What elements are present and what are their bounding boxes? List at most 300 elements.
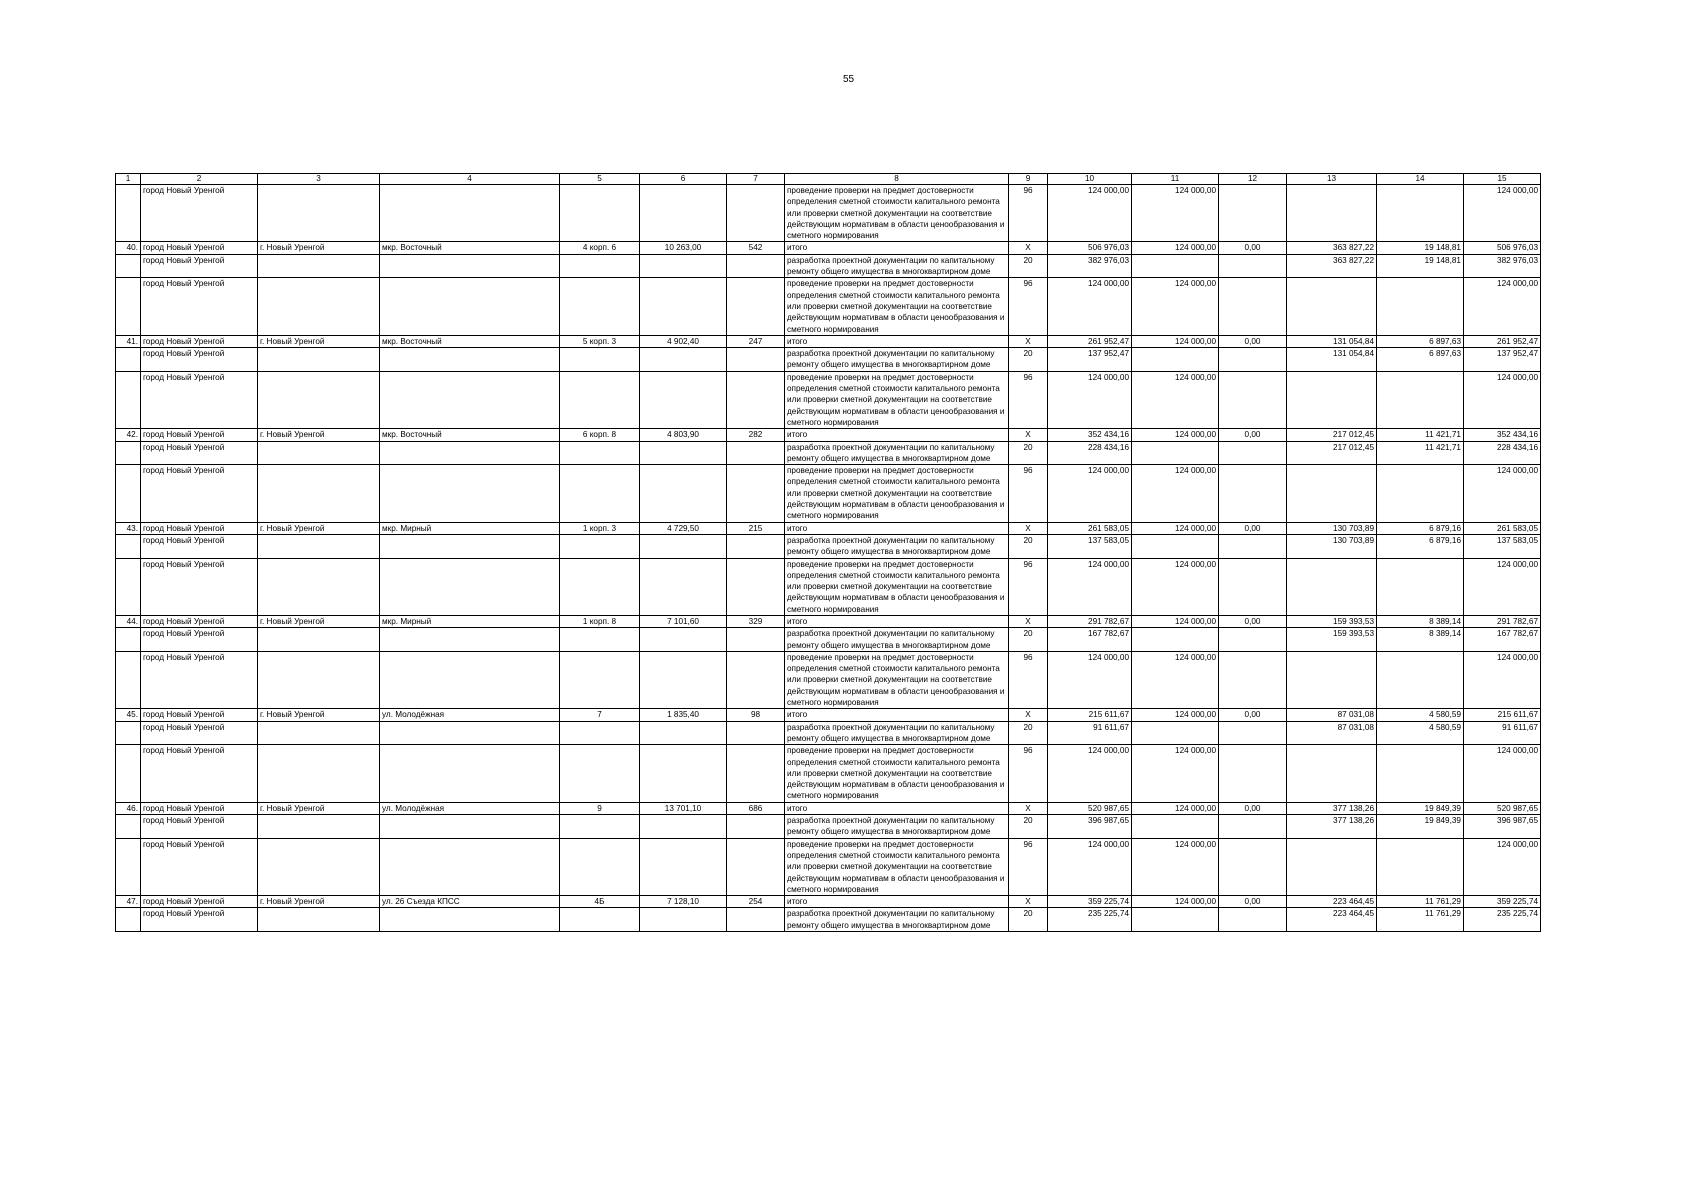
cell-col-9: 20 <box>1009 908 1048 932</box>
table-row <box>116 185 1541 242</box>
cell-col-1 <box>116 278 141 335</box>
cell-col-12 <box>1219 278 1287 335</box>
cell-col-12: 0,00 <box>1219 896 1287 908</box>
cell-col-4 <box>380 465 560 522</box>
cell-col-1: 40. <box>116 242 141 254</box>
cell-col-11: 124 000,00 <box>1132 615 1219 627</box>
cell-col-3: г. Новый Уренгой <box>258 242 380 254</box>
cell-col-9: 96 <box>1009 838 1048 895</box>
cell-col-15: 506 976,03 <box>1464 242 1541 254</box>
cell-col-12: 0,00 <box>1219 335 1287 347</box>
cell-col-11: 124 000,00 <box>1132 185 1219 242</box>
cell-col-11 <box>1132 721 1219 745</box>
cell-col-4: мкр. Восточный <box>380 335 560 347</box>
cell-col-1 <box>116 721 141 745</box>
cell-col-7 <box>727 651 785 708</box>
cell-col-2: город Новый Уренгой <box>141 429 258 441</box>
cell-col-2: город Новый Уренгой <box>141 522 258 534</box>
cell-col-13 <box>1287 278 1377 335</box>
cell-col-3 <box>258 628 380 652</box>
cell-col-15: 520 987,65 <box>1464 802 1541 814</box>
column-number-12: 12 <box>1219 174 1287 185</box>
cell-col-10: 124 000,00 <box>1048 558 1132 615</box>
cell-col-13: 217 012,45 <box>1287 429 1377 441</box>
cell-col-14 <box>1377 558 1464 615</box>
cell-col-5: 5 корп. 3 <box>560 335 640 347</box>
cell-col-5: 4 корп. 6 <box>560 242 640 254</box>
cell-col-12: 0,00 <box>1219 709 1287 721</box>
cell-col-6 <box>640 721 727 745</box>
column-number-1: 1 <box>116 174 141 185</box>
cell-col-10: 124 000,00 <box>1048 278 1132 335</box>
cell-col-2: город Новый Уренгой <box>141 896 258 908</box>
cell-col-2: город Новый Уренгой <box>141 185 258 242</box>
table-body <box>116 174 1541 932</box>
cell-col-2: город Новый Уренгой <box>141 254 258 278</box>
column-number-15: 15 <box>1464 174 1541 185</box>
cell-col-1 <box>116 838 141 895</box>
cell-col-6: 4 902,40 <box>640 335 727 347</box>
cell-col-3: г. Новый Уренгой <box>258 429 380 441</box>
cell-col-12 <box>1219 651 1287 708</box>
cell-col-6 <box>640 558 727 615</box>
cell-col-13 <box>1287 371 1377 428</box>
cell-col-6 <box>640 254 727 278</box>
cell-col-13 <box>1287 651 1377 708</box>
cell-col-3 <box>258 371 380 428</box>
cell-col-5 <box>560 465 640 522</box>
cell-col-14 <box>1377 278 1464 335</box>
cell-col-11: 124 000,00 <box>1132 838 1219 895</box>
cell-col-8: проведение проверки на предмет достоверности определения сметной стоимости капитального ремонта или проверки сметной документации на соответствие действующим нормативам в области ценообразования и сметного нормирования <box>785 465 1009 522</box>
cell-col-14 <box>1377 465 1464 522</box>
cell-col-12: 0,00 <box>1219 242 1287 254</box>
cell-col-15: 382 976,03 <box>1464 254 1541 278</box>
cell-col-13: 363 827,22 <box>1287 242 1377 254</box>
cell-col-7: 215 <box>727 522 785 534</box>
cell-col-7: 329 <box>727 615 785 627</box>
cell-col-14: 19 148,81 <box>1377 254 1464 278</box>
cell-col-5 <box>560 254 640 278</box>
cell-col-13: 217 012,45 <box>1287 441 1377 465</box>
cell-col-4: мкр. Восточный <box>380 429 560 441</box>
cell-col-6 <box>640 348 727 372</box>
cell-col-2: город Новый Уренгой <box>141 628 258 652</box>
cell-col-8: проведение проверки на предмет достоверности определения сметной стоимости капитального ремонта или проверки сметной документации на соответствие действующим нормативам в области ценообразования и сметного нормирования <box>785 371 1009 428</box>
cell-col-9: 20 <box>1009 254 1048 278</box>
cell-col-3 <box>258 465 380 522</box>
cell-col-4 <box>380 721 560 745</box>
cell-col-12 <box>1219 558 1287 615</box>
cell-col-14: 8 389,14 <box>1377 615 1464 627</box>
cell-col-11 <box>1132 908 1219 932</box>
table-row <box>116 815 1541 839</box>
cell-col-11 <box>1132 815 1219 839</box>
cell-col-2: город Новый Уренгой <box>141 721 258 745</box>
cell-col-9: 20 <box>1009 534 1048 558</box>
cell-col-1 <box>116 745 141 802</box>
cell-col-12: 0,00 <box>1219 615 1287 627</box>
cell-col-2: город Новый Уренгой <box>141 465 258 522</box>
cell-col-4: ул. Молодёжная <box>380 802 560 814</box>
cell-col-4 <box>380 651 560 708</box>
cell-col-11 <box>1132 534 1219 558</box>
column-number-row <box>116 174 1541 185</box>
cell-col-3: г. Новый Уренгой <box>258 522 380 534</box>
cell-col-1 <box>116 371 141 428</box>
cell-col-15: 235 225,74 <box>1464 908 1541 932</box>
cell-col-5: 1 корп. 8 <box>560 615 640 627</box>
cell-col-8: разработка проектной документации по капитальному ремонту общего имущества в многоквартирном доме <box>785 441 1009 465</box>
column-number-13: 13 <box>1287 174 1377 185</box>
cell-col-4 <box>380 278 560 335</box>
cell-col-6 <box>640 278 727 335</box>
cell-col-8: проведение проверки на предмет достоверности определения сметной стоимости капитального ремонта или проверки сметной документации на соответствие действующим нормативам в области ценообразования и сметного нормирования <box>785 745 1009 802</box>
cell-col-8: разработка проектной документации по капитальному ремонту общего имущества в многоквартирном доме <box>785 254 1009 278</box>
cell-col-8: итого <box>785 896 1009 908</box>
cell-col-13: 87 031,08 <box>1287 709 1377 721</box>
cell-col-5 <box>560 908 640 932</box>
cell-col-2: город Новый Уренгой <box>141 815 258 839</box>
cell-col-12 <box>1219 348 1287 372</box>
cell-col-8: разработка проектной документации по капитальному ремонту общего имущества в многоквартирном доме <box>785 348 1009 372</box>
cell-col-3 <box>258 534 380 558</box>
cell-col-6 <box>640 745 727 802</box>
cell-col-4 <box>380 371 560 428</box>
cell-col-7 <box>727 441 785 465</box>
cell-col-9: 20 <box>1009 348 1048 372</box>
cell-col-1 <box>116 441 141 465</box>
cell-col-9: Х <box>1009 615 1048 627</box>
cell-col-6 <box>640 185 727 242</box>
cell-col-9: Х <box>1009 522 1048 534</box>
cell-col-10: 124 000,00 <box>1048 371 1132 428</box>
cell-col-6: 7 128,10 <box>640 896 727 908</box>
cell-col-1: 43. <box>116 522 141 534</box>
column-number-5: 5 <box>560 174 640 185</box>
cell-col-14: 6 879,16 <box>1377 522 1464 534</box>
cell-col-2: город Новый Уренгой <box>141 441 258 465</box>
cell-col-11 <box>1132 348 1219 372</box>
cell-col-12 <box>1219 745 1287 802</box>
cell-col-2: город Новый Уренгой <box>141 908 258 932</box>
cell-col-8: разработка проектной документации по капитальному ремонту общего имущества в многоквартирном доме <box>785 721 1009 745</box>
cell-col-5 <box>560 371 640 428</box>
cell-col-13: 130 703,89 <box>1287 534 1377 558</box>
cell-col-10: 215 611,67 <box>1048 709 1132 721</box>
cell-col-14: 4 580,59 <box>1377 721 1464 745</box>
cell-col-12: 0,00 <box>1219 429 1287 441</box>
cell-col-9: Х <box>1009 242 1048 254</box>
table-row <box>116 465 1541 522</box>
table-row <box>116 908 1541 932</box>
table-row <box>116 838 1541 895</box>
cell-col-13: 159 393,53 <box>1287 628 1377 652</box>
cell-col-7 <box>727 465 785 522</box>
cell-col-2: город Новый Уренгой <box>141 335 258 347</box>
cell-col-3 <box>258 348 380 372</box>
cell-col-15: 124 000,00 <box>1464 185 1541 242</box>
cell-col-9: 20 <box>1009 721 1048 745</box>
cell-col-4: мкр. Восточный <box>380 242 560 254</box>
cell-col-8: итого <box>785 335 1009 347</box>
cell-col-1: 47. <box>116 896 141 908</box>
cell-col-4 <box>380 348 560 372</box>
cell-col-3 <box>258 651 380 708</box>
cell-col-8: разработка проектной документации по капитальному ремонту общего имущества в многоквартирном доме <box>785 908 1009 932</box>
cell-col-3 <box>258 185 380 242</box>
cell-col-1 <box>116 465 141 522</box>
cell-col-10: 359 225,74 <box>1048 896 1132 908</box>
cell-col-13 <box>1287 838 1377 895</box>
cell-col-4 <box>380 745 560 802</box>
cell-col-13 <box>1287 185 1377 242</box>
cell-col-14: 11 421,71 <box>1377 429 1464 441</box>
table-row <box>116 651 1541 708</box>
cell-col-8: проведение проверки на предмет достоверности определения сметной стоимости капитального ремонта или проверки сметной документации на соответствие действующим нормативам в области ценообразования и сметного нормирования <box>785 838 1009 895</box>
cell-col-9: Х <box>1009 335 1048 347</box>
cell-col-4 <box>380 558 560 615</box>
cell-col-9: 96 <box>1009 185 1048 242</box>
cell-col-4 <box>380 185 560 242</box>
cell-col-12 <box>1219 815 1287 839</box>
cell-col-5 <box>560 815 640 839</box>
cell-col-6 <box>640 371 727 428</box>
cell-col-10: 382 976,03 <box>1048 254 1132 278</box>
cell-col-2: город Новый Уренгой <box>141 838 258 895</box>
cell-col-5: 6 корп. 8 <box>560 429 640 441</box>
cell-col-7: 254 <box>727 896 785 908</box>
cell-col-11 <box>1132 441 1219 465</box>
cell-col-10: 261 952,47 <box>1048 335 1132 347</box>
cell-col-9: Х <box>1009 896 1048 908</box>
cell-col-1: 45. <box>116 709 141 721</box>
cell-col-1: 42. <box>116 429 141 441</box>
cell-col-8: проведение проверки на предмет достоверности определения сметной стоимости капитального ремонта или проверки сметной документации на соответствие действующим нормативам в области ценообразования и сметного нормирования <box>785 185 1009 242</box>
cell-col-6 <box>640 534 727 558</box>
cell-col-8: итого <box>785 429 1009 441</box>
page-number: 55 <box>842 74 855 85</box>
cell-col-9: 96 <box>1009 278 1048 335</box>
cell-col-7 <box>727 745 785 802</box>
cell-col-3: г. Новый Уренгой <box>258 896 380 908</box>
cell-col-13: 131 054,84 <box>1287 335 1377 347</box>
cell-col-11: 124 000,00 <box>1132 465 1219 522</box>
cell-col-15: 359 225,74 <box>1464 896 1541 908</box>
cell-col-11: 124 000,00 <box>1132 802 1219 814</box>
cell-col-5 <box>560 348 640 372</box>
cell-col-14: 11 421,71 <box>1377 441 1464 465</box>
cell-col-3 <box>258 908 380 932</box>
cell-col-13: 87 031,08 <box>1287 721 1377 745</box>
cell-col-11: 124 000,00 <box>1132 558 1219 615</box>
cell-col-7 <box>727 185 785 242</box>
cell-col-6 <box>640 628 727 652</box>
cell-col-15: 91 611,67 <box>1464 721 1541 745</box>
cell-col-5 <box>560 441 640 465</box>
cell-col-7 <box>727 628 785 652</box>
cell-col-12 <box>1219 721 1287 745</box>
cell-col-6 <box>640 908 727 932</box>
table-row <box>116 534 1541 558</box>
cell-col-4 <box>380 815 560 839</box>
cell-col-1: 41. <box>116 335 141 347</box>
cell-col-7 <box>727 534 785 558</box>
cell-col-15: 124 000,00 <box>1464 838 1541 895</box>
cell-col-2: город Новый Уренгой <box>141 371 258 428</box>
cell-col-15: 215 611,67 <box>1464 709 1541 721</box>
cell-col-3 <box>258 441 380 465</box>
cell-col-14 <box>1377 838 1464 895</box>
cell-col-15: 124 000,00 <box>1464 558 1541 615</box>
cell-col-4: ул. Молодёжная <box>380 709 560 721</box>
cell-col-14: 19 849,39 <box>1377 802 1464 814</box>
cell-col-6 <box>640 651 727 708</box>
cell-col-12: 0,00 <box>1219 522 1287 534</box>
cell-col-15: 124 000,00 <box>1464 651 1541 708</box>
cell-col-9: 20 <box>1009 441 1048 465</box>
cell-col-3: г. Новый Уренгой <box>258 709 380 721</box>
cell-col-14: 4 580,59 <box>1377 709 1464 721</box>
cell-col-9: Х <box>1009 429 1048 441</box>
cell-col-1 <box>116 908 141 932</box>
cell-col-11: 124 000,00 <box>1132 651 1219 708</box>
cell-col-8: проведение проверки на предмет достоверности определения сметной стоимости капитального ремонта или проверки сметной документации на соответствие действующим нормативам в области ценообразования и сметного нормирования <box>785 278 1009 335</box>
cell-col-10: 352 434,16 <box>1048 429 1132 441</box>
cell-col-15: 167 782,67 <box>1464 628 1541 652</box>
cell-col-1 <box>116 348 141 372</box>
cell-col-15: 124 000,00 <box>1464 745 1541 802</box>
cell-col-5 <box>560 628 640 652</box>
cell-col-6: 10 263,00 <box>640 242 727 254</box>
cell-col-7 <box>727 254 785 278</box>
cell-col-2: город Новый Уренгой <box>141 348 258 372</box>
cell-col-4 <box>380 441 560 465</box>
cell-col-5: 7 <box>560 709 640 721</box>
cell-col-3: г. Новый Уренгой <box>258 335 380 347</box>
cell-col-2: город Новый Уренгой <box>141 709 258 721</box>
cell-col-15: 124 000,00 <box>1464 371 1541 428</box>
cell-col-1 <box>116 185 141 242</box>
cell-col-9: 20 <box>1009 628 1048 652</box>
cell-col-6 <box>640 441 727 465</box>
cell-col-1: 44. <box>116 615 141 627</box>
cell-col-13: 363 827,22 <box>1287 254 1377 278</box>
cell-col-15: 137 583,05 <box>1464 534 1541 558</box>
cell-col-12 <box>1219 371 1287 428</box>
cell-col-5: 1 корп. 3 <box>560 522 640 534</box>
cell-col-13: 131 054,84 <box>1287 348 1377 372</box>
cell-col-4 <box>380 534 560 558</box>
cell-col-7: 282 <box>727 429 785 441</box>
cell-col-10: 235 225,74 <box>1048 908 1132 932</box>
cell-col-15: 228 434,16 <box>1464 441 1541 465</box>
table-row <box>116 745 1541 802</box>
cell-col-14 <box>1377 651 1464 708</box>
cell-col-15: 124 000,00 <box>1464 465 1541 522</box>
table-row <box>116 371 1541 428</box>
cell-col-14 <box>1377 185 1464 242</box>
column-number-14: 14 <box>1377 174 1464 185</box>
cell-col-7 <box>727 721 785 745</box>
cell-col-15: 291 782,67 <box>1464 615 1541 627</box>
column-number-7: 7 <box>727 174 785 185</box>
cell-col-10: 396 987,65 <box>1048 815 1132 839</box>
cell-col-7 <box>727 815 785 839</box>
cell-col-12 <box>1219 254 1287 278</box>
cell-col-13: 159 393,53 <box>1287 615 1377 627</box>
cell-col-5 <box>560 278 640 335</box>
cell-col-4 <box>380 254 560 278</box>
cell-col-6 <box>640 465 727 522</box>
cell-col-6: 4 803,90 <box>640 429 727 441</box>
cell-col-9: 20 <box>1009 815 1048 839</box>
cell-col-3 <box>258 278 380 335</box>
cell-col-8: разработка проектной документации по капитальному ремонту общего имущества в многоквартирном доме <box>785 534 1009 558</box>
cell-col-11: 124 000,00 <box>1132 242 1219 254</box>
cell-col-6: 1 835,40 <box>640 709 727 721</box>
cell-col-15: 124 000,00 <box>1464 278 1541 335</box>
cell-col-10: 91 611,67 <box>1048 721 1132 745</box>
cell-col-10: 506 976,03 <box>1048 242 1132 254</box>
cell-col-9: Х <box>1009 802 1048 814</box>
cell-col-8: итого <box>785 615 1009 627</box>
cell-col-2: город Новый Уренгой <box>141 651 258 708</box>
column-number-8: 8 <box>785 174 1009 185</box>
cell-col-14: 11 761,29 <box>1377 896 1464 908</box>
cell-col-1 <box>116 815 141 839</box>
column-number-11: 11 <box>1132 174 1219 185</box>
cell-col-1 <box>116 628 141 652</box>
cell-col-9: 96 <box>1009 745 1048 802</box>
cell-col-5 <box>560 745 640 802</box>
cell-col-13 <box>1287 745 1377 802</box>
cell-col-12 <box>1219 908 1287 932</box>
cell-col-5 <box>560 838 640 895</box>
table-row <box>116 242 1541 254</box>
cell-col-10: 291 782,67 <box>1048 615 1132 627</box>
cell-col-6 <box>640 838 727 895</box>
table-row <box>116 254 1541 278</box>
cell-col-7: 247 <box>727 335 785 347</box>
cell-col-10: 124 000,00 <box>1048 651 1132 708</box>
cell-col-13: 377 138,26 <box>1287 815 1377 839</box>
cell-col-12 <box>1219 465 1287 522</box>
cell-col-8: разработка проектной документации по капитальному ремонту общего имущества в многоквартирном доме <box>785 628 1009 652</box>
cell-col-7: 686 <box>727 802 785 814</box>
cell-col-11: 124 000,00 <box>1132 429 1219 441</box>
cell-col-3: г. Новый Уренгой <box>258 615 380 627</box>
table-row <box>116 802 1541 814</box>
cell-col-5: 9 <box>560 802 640 814</box>
table-row <box>116 628 1541 652</box>
cell-col-3 <box>258 558 380 615</box>
cell-col-4: мкр. Мирный <box>380 615 560 627</box>
cell-col-3 <box>258 745 380 802</box>
cell-col-11: 124 000,00 <box>1132 335 1219 347</box>
cell-col-14: 11 761,29 <box>1377 908 1464 932</box>
cell-col-10: 228 434,16 <box>1048 441 1132 465</box>
cell-col-13: 377 138,26 <box>1287 802 1377 814</box>
cell-col-2: город Новый Уренгой <box>141 745 258 802</box>
cell-col-1 <box>116 558 141 615</box>
cell-col-13 <box>1287 465 1377 522</box>
cell-col-10: 137 952,47 <box>1048 348 1132 372</box>
cell-col-8: проведение проверки на предмет достоверности определения сметной стоимости капитального ремонта или проверки сметной документации на соответствие действующим нормативам в области ценообразования и сметного нормирования <box>785 558 1009 615</box>
table-row <box>116 558 1541 615</box>
table-row <box>116 441 1541 465</box>
cell-col-10: 124 000,00 <box>1048 745 1132 802</box>
